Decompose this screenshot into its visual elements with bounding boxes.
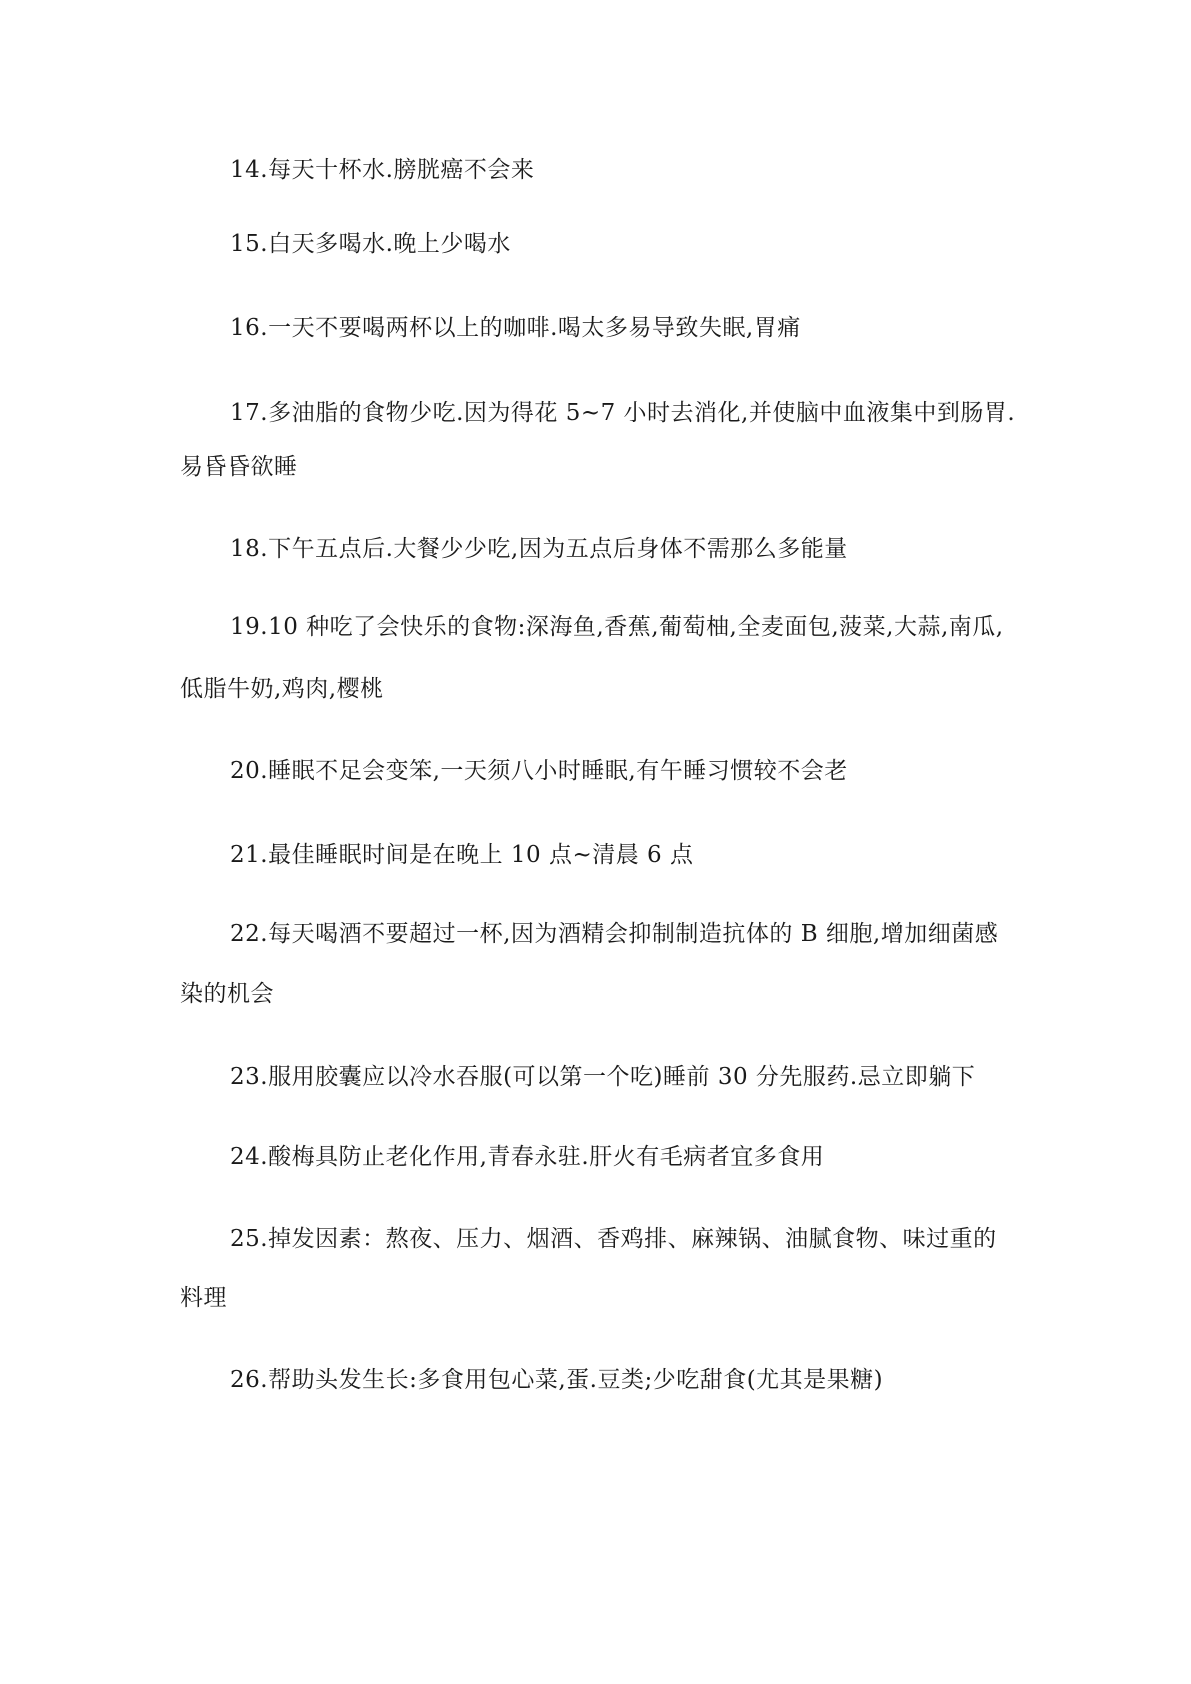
list-item-17-continued: 易昏昏欲睡 xyxy=(180,454,298,480)
list-item-25-continued: 料理 xyxy=(180,1285,227,1311)
list-item-23: 23.服用胶囊应以冷水吞服(可以第一个吃)睡前 30 分先服药.忌立即躺下 xyxy=(230,1064,976,1090)
list-item-25: 25.掉发因素：熬夜、压力、烟酒、香鸡排、麻辣锅、油腻食物、味过重的 xyxy=(230,1226,997,1252)
list-item-19-continued: 低脂牛奶,鸡肉,樱桃 xyxy=(180,676,384,702)
list-item-15: 15.白天多喝水.晚上少喝水 xyxy=(230,231,511,257)
list-item-18: 18.下午五点后.大餐少少吃,因为五点后身体不需那么多能量 xyxy=(230,536,848,562)
list-item-16: 16.一天不要喝两杯以上的咖啡.喝太多易导致失眠,胃痛 xyxy=(230,315,801,341)
list-item-21: 21.最佳睡眠时间是在晚上 10 点~清晨 6 点 xyxy=(230,842,694,868)
list-item-19: 19.10 种吃了会快乐的食物:深海鱼,香蕉,葡萄柚,全麦面包,菠菜,大蒜,南瓜, xyxy=(230,614,1004,640)
list-item-24: 24.酸梅具防止老化作用,青春永驻.肝火有毛病者宜多食用 xyxy=(230,1144,825,1170)
list-item-17: 17.多油脂的食物少吃.因为得花 5~7 小时去消化,并使脑中血液集中到肠胃. xyxy=(230,400,1016,426)
list-item-20: 20.睡眠不足会变笨,一天须八小时睡眠,有午睡习惯较不会老 xyxy=(230,758,848,784)
list-item-22-continued: 染的机会 xyxy=(180,981,274,1007)
list-item-22: 22.每天喝酒不要超过一杯,因为酒精会抑制制造抗体的 B 细胞,增加细菌感 xyxy=(230,921,999,947)
list-item-26: 26.帮助头发生长:多食用包心菜,蛋.豆类;少吃甜食(尤其是果糖) xyxy=(230,1367,884,1393)
list-item-14: 14.每天十杯水.膀胱癌不会来 xyxy=(230,157,535,183)
